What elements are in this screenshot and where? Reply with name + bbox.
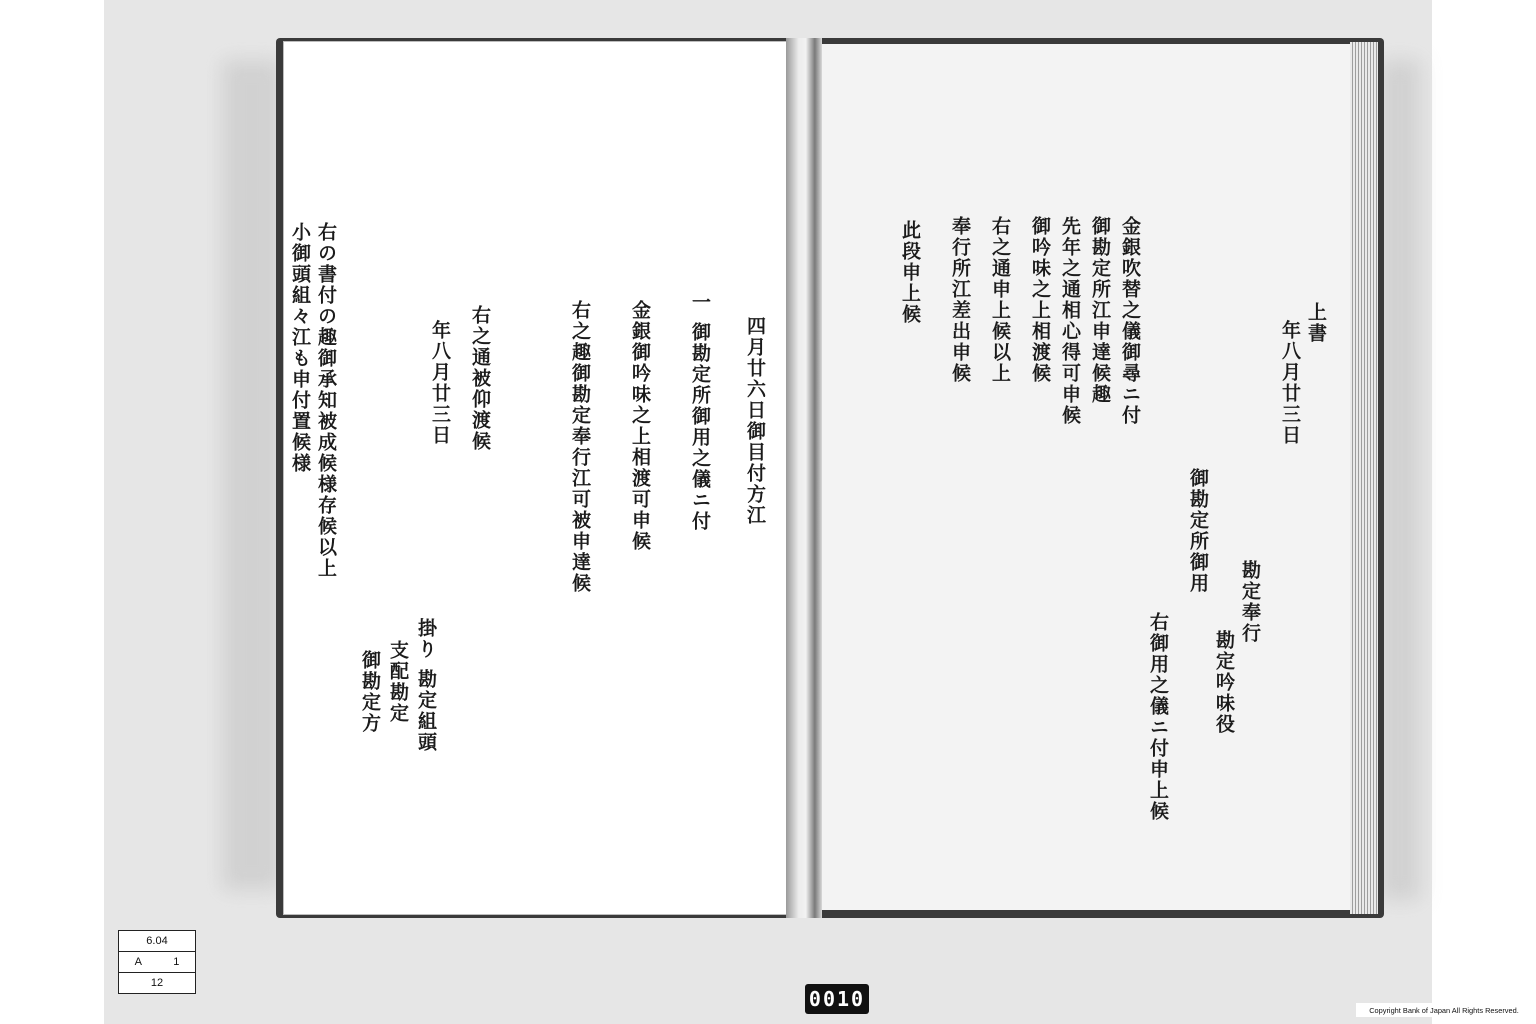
- right-col-11: 奉行所江差出申候: [949, 216, 971, 384]
- left-col-5: 右之趣御勘定奉行江可被申達候: [569, 300, 591, 594]
- frame-number: 0010: [805, 984, 869, 1014]
- archive-series: [119, 952, 195, 973]
- archive-series-letter: A: [134, 956, 142, 968]
- left-col-3: 一 御勘定所御用之儀ニ付: [689, 292, 711, 532]
- left-col-10: 御勘定方: [359, 650, 381, 734]
- left-col-1: 小御頭組々江も申付置候様: [289, 222, 311, 474]
- right-col-0: 上書: [1305, 302, 1327, 344]
- right-col-4: 勘定吟味役: [1213, 630, 1235, 735]
- right-col-10: 右之通申上候以上: [989, 216, 1011, 384]
- book-shadow-left: [222, 60, 282, 890]
- archive-item: 12: [150, 977, 164, 989]
- right-col-2: 御勘定所御用: [1187, 468, 1209, 594]
- right-col-3: 勘定奉行: [1239, 560, 1261, 644]
- left-col-8: 掛り 勘定組頭: [415, 618, 437, 753]
- open-book: [276, 38, 1384, 918]
- right-col-6: 金銀吹替之儀御尋ニ付: [1119, 216, 1141, 426]
- right-col-1: 年八月廿三日: [1279, 320, 1301, 446]
- archive-label: [118, 930, 196, 994]
- right-col-9: 御吟味之上相渡候: [1029, 216, 1051, 384]
- page-edges: [1350, 42, 1378, 914]
- right-col-8: 先年之通相心得可申候: [1059, 216, 1081, 426]
- copyright-notice: Copyright Bank of Japan All Rights Reserved.: [1356, 1003, 1532, 1017]
- left-col-7: 右之通被仰渡候: [469, 305, 491, 452]
- left-col-0: 右の書付の趣御承知被成候様存候以上: [315, 222, 337, 579]
- left-col-6: 年八月廿三日: [429, 320, 451, 446]
- right-col-12: 此段申上候: [899, 220, 921, 325]
- archive-code: 6.04: [119, 931, 195, 952]
- book-gutter: [786, 38, 822, 918]
- right-col-7: 御勘定所江申達候趣: [1089, 216, 1111, 405]
- archive-series-number: 1: [173, 956, 180, 968]
- book-shadow-right: [1380, 60, 1420, 900]
- left-page-sheet: [284, 42, 788, 914]
- right-col-5: 右御用之儀ニ付申上候: [1147, 612, 1169, 822]
- left-col-4: 金銀御吟味之上相渡可申候: [629, 300, 651, 552]
- left-col-2: 四月廿六日御目付方江: [744, 316, 766, 526]
- left-col-9: 支配勘定: [387, 640, 409, 724]
